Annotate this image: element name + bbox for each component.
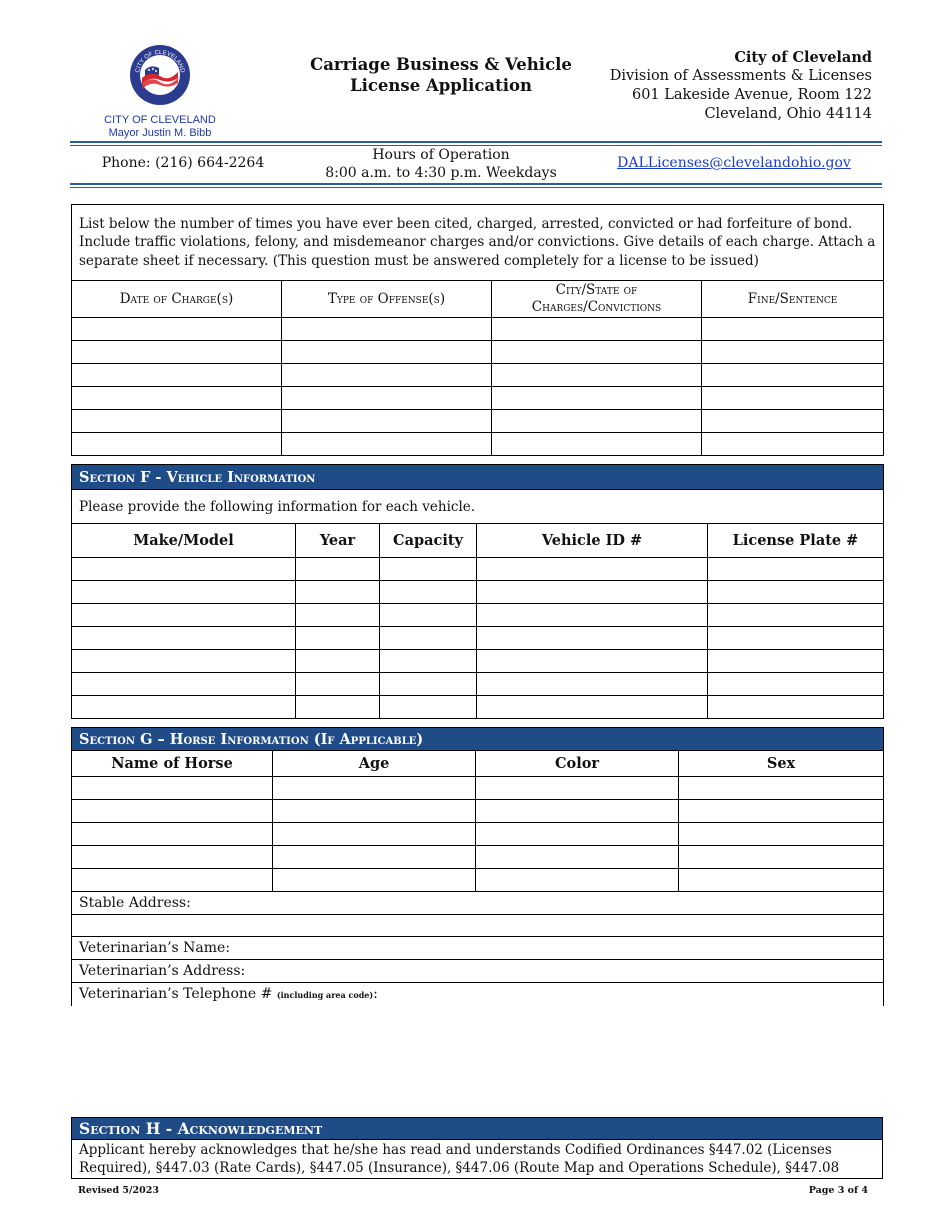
vet-name-label: Veterinarian’s Name: xyxy=(72,937,884,960)
vehicle-info-table xyxy=(71,464,884,719)
cell-input[interactable] xyxy=(380,604,477,627)
cell-input[interactable] xyxy=(72,364,282,387)
col-age: Age xyxy=(273,751,476,777)
col-city-state-line1: City/State of xyxy=(555,282,638,298)
col-color: Color xyxy=(476,751,679,777)
cell-input[interactable] xyxy=(296,604,380,627)
table-row xyxy=(72,627,884,650)
table-row xyxy=(72,364,884,387)
cell-input[interactable] xyxy=(477,673,708,696)
header-rule-bottom xyxy=(70,183,882,185)
cell-input[interactable] xyxy=(282,341,492,364)
title-line-2: License Application xyxy=(350,76,532,95)
cell-input[interactable] xyxy=(72,433,282,456)
cell-input[interactable] xyxy=(492,410,702,433)
table-row xyxy=(72,318,884,341)
cell-input[interactable] xyxy=(477,627,708,650)
cell-input[interactable] xyxy=(380,696,477,719)
logo-caption-city: CITY OF CLEVELAND xyxy=(104,114,216,126)
cell-input[interactable] xyxy=(72,604,296,627)
page-title xyxy=(300,54,582,96)
cell-input[interactable] xyxy=(477,696,708,719)
vet-phone-label: Veterinarian’s Telephone # xyxy=(79,986,273,1003)
address-line-2: Cleveland, Ohio 44114 xyxy=(704,106,872,122)
vet-address-label: Veterinarian’s Address: xyxy=(72,960,884,983)
table-row xyxy=(72,581,884,604)
logo-caption-mayor: Mayor Justin M. Bibb xyxy=(108,127,212,139)
col-date-of-charges: Date of Charge(s) xyxy=(72,281,282,318)
section-g-title: Section G – Horse Information (If Applicable) xyxy=(72,728,884,751)
cell-input[interactable] xyxy=(380,627,477,650)
cell-input[interactable] xyxy=(476,823,679,846)
col-name-of-horse: Name of Horse xyxy=(72,751,273,777)
header-rule-bottom-thin xyxy=(70,187,882,188)
city-logo xyxy=(95,44,225,140)
table-row xyxy=(72,800,884,823)
cell-input[interactable] xyxy=(72,387,282,410)
hours-label: Hours of Operation xyxy=(372,147,510,163)
cell-input[interactable] xyxy=(296,696,380,719)
cell-input[interactable] xyxy=(708,673,884,696)
cell-input[interactable] xyxy=(492,433,702,456)
acknowledgement-table xyxy=(71,1117,883,1179)
cell-input[interactable] xyxy=(72,673,296,696)
cell-input[interactable] xyxy=(380,673,477,696)
acknowledgement-text: Applicant hereby acknowledges that he/she has read and understands Codified Ordinances §447.02 (Licenses Required), §447.03 (Rate Cards), §447.05 (Insurance), §447.06 (Route Map and Operations Schedule), §447.08 xyxy=(72,1140,883,1179)
cell-input[interactable] xyxy=(477,604,708,627)
cell-input[interactable] xyxy=(72,650,296,673)
cell-input[interactable] xyxy=(492,341,702,364)
cell-input[interactable] xyxy=(679,777,884,800)
cell-input[interactable] xyxy=(476,869,679,892)
table-row xyxy=(72,673,884,696)
cell-input[interactable] xyxy=(273,869,476,892)
cell-input[interactable] xyxy=(702,364,884,387)
cell-input[interactable] xyxy=(679,846,884,869)
cell-input[interactable] xyxy=(477,581,708,604)
cell-input[interactable] xyxy=(282,318,492,341)
cell-input[interactable] xyxy=(72,869,273,892)
cell-input[interactable] xyxy=(72,341,282,364)
vet-phone-colon: : xyxy=(373,986,378,1003)
section-h-title: Section H - Acknowledgement xyxy=(72,1118,883,1140)
cell-input[interactable] xyxy=(679,869,884,892)
cell-input[interactable] xyxy=(282,364,492,387)
col-year: Year xyxy=(296,524,380,558)
table-row xyxy=(72,823,884,846)
cell-input[interactable] xyxy=(282,433,492,456)
vet-phone-note: (including area code) xyxy=(276,990,374,1001)
cell-input[interactable] xyxy=(296,627,380,650)
cell-input[interactable] xyxy=(477,558,708,581)
cell-input[interactable] xyxy=(702,433,884,456)
hours-of-operation xyxy=(300,146,582,182)
table-row xyxy=(72,869,884,892)
cell-input[interactable] xyxy=(72,581,296,604)
stable-address-field[interactable] xyxy=(72,915,884,937)
table-row xyxy=(72,387,884,410)
seal-text-top: CITY OF CLEVELAND xyxy=(135,49,185,74)
cell-input[interactable] xyxy=(72,846,273,869)
revision-date: Revised 5/2023 xyxy=(78,1185,159,1196)
vet-phone-row xyxy=(72,983,884,1006)
table-row xyxy=(72,696,884,719)
cell-input[interactable] xyxy=(273,777,476,800)
cell-input[interactable] xyxy=(273,823,476,846)
col-make-model: Make/Model xyxy=(72,524,296,558)
col-license-plate: License Plate # xyxy=(708,524,884,558)
cell-input[interactable] xyxy=(72,800,273,823)
cell-input[interactable] xyxy=(492,318,702,341)
cell-input[interactable] xyxy=(296,581,380,604)
cell-input[interactable] xyxy=(380,558,477,581)
cell-input[interactable] xyxy=(72,410,282,433)
cell-input[interactable] xyxy=(708,650,884,673)
cell-input[interactable] xyxy=(492,364,702,387)
header-rule-top xyxy=(70,141,882,143)
cell-input[interactable] xyxy=(679,823,884,846)
cell-input[interactable] xyxy=(708,604,884,627)
table-row xyxy=(72,650,884,673)
cell-input[interactable] xyxy=(476,800,679,823)
cell-input[interactable] xyxy=(702,410,884,433)
cell-input[interactable] xyxy=(72,777,273,800)
cell-input[interactable] xyxy=(679,800,884,823)
table-row xyxy=(72,410,884,433)
cell-input[interactable] xyxy=(702,318,884,341)
table-row xyxy=(72,558,884,581)
cell-input[interactable] xyxy=(296,558,380,581)
col-type-of-offense: Type of Offense(s) xyxy=(282,281,492,318)
col-fine-sentence: Fine/Sentence xyxy=(702,281,884,318)
section-f-title: Section F - Vehicle Information xyxy=(72,465,884,490)
page-number: Page 3 of 4 xyxy=(808,1185,868,1196)
col-city-state xyxy=(492,281,702,318)
stable-address-label: Stable Address: xyxy=(72,892,884,915)
cell-input[interactable] xyxy=(477,650,708,673)
cell-input[interactable] xyxy=(72,627,296,650)
charges-instructions: List below the number of times you have ever been cited, charged, arrested, convicted or had forfeiture of bond. Include traffic violations, felony, and misdemeanor charges and/or convictions. Give details of each charge. Attach a separate sheet if necessary. (This question must be answered completely for a license to be issued) xyxy=(72,205,884,281)
cell-input[interactable] xyxy=(72,558,296,581)
email-link[interactable]: DALLicenses@clevelandohio.gov xyxy=(617,155,851,171)
col-capacity: Capacity xyxy=(380,524,477,558)
phone-number: Phone: (216) 664-2264 xyxy=(101,155,265,171)
office-address xyxy=(600,48,872,124)
cell-input[interactable] xyxy=(708,558,884,581)
table-row xyxy=(72,433,884,456)
table-row xyxy=(72,777,884,800)
col-city-state-line2: Charges/Convictions xyxy=(531,299,662,315)
cell-input[interactable] xyxy=(296,650,380,673)
cell-input[interactable] xyxy=(72,318,282,341)
cell-input[interactable] xyxy=(702,387,884,410)
cell-input[interactable] xyxy=(282,387,492,410)
col-sex: Sex xyxy=(679,751,884,777)
cell-input[interactable] xyxy=(476,846,679,869)
cell-input[interactable] xyxy=(72,696,296,719)
cell-input[interactable] xyxy=(708,581,884,604)
table-row xyxy=(72,846,884,869)
cell-input[interactable] xyxy=(296,673,380,696)
cell-input[interactable] xyxy=(702,341,884,364)
cell-input[interactable] xyxy=(708,696,884,719)
cell-input[interactable] xyxy=(282,410,492,433)
cell-input[interactable] xyxy=(380,581,477,604)
cell-input[interactable] xyxy=(380,650,477,673)
title-line-1: Carriage Business & Vehicle xyxy=(310,55,572,74)
charges-table xyxy=(71,204,884,456)
city-name: City of Cleveland xyxy=(734,49,872,66)
cell-input[interactable] xyxy=(476,777,679,800)
address-line-1: 601 Lakeside Avenue, Room 122 xyxy=(631,87,872,103)
cell-input[interactable] xyxy=(72,823,273,846)
city-seal-icon xyxy=(129,44,191,106)
col-vehicle-id: Vehicle ID # xyxy=(477,524,708,558)
cell-input[interactable] xyxy=(273,800,476,823)
division-name: Division of Assessments & Licenses xyxy=(609,68,872,84)
cell-input[interactable] xyxy=(492,387,702,410)
table-row xyxy=(72,341,884,364)
cell-input[interactable] xyxy=(273,846,476,869)
cell-input[interactable] xyxy=(708,627,884,650)
hours-value: 8:00 a.m. to 4:30 p.m. Weekdays xyxy=(325,165,557,181)
horse-info-table xyxy=(71,727,884,1006)
section-f-instructions: Please provide the following information for each vehicle. xyxy=(72,490,884,524)
table-row xyxy=(72,604,884,627)
